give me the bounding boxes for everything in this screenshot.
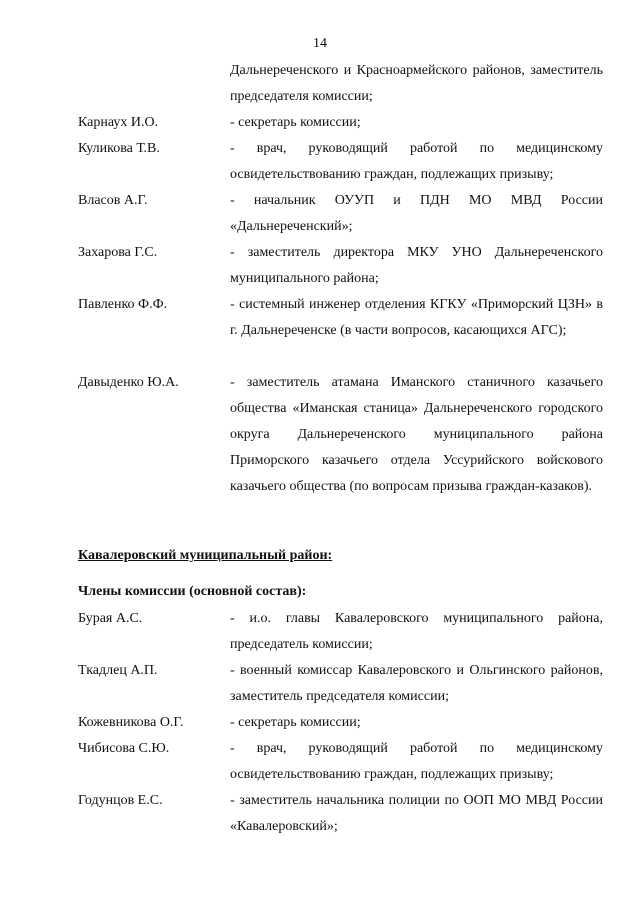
commission-entry <box>78 736 603 788</box>
member-name: Куликова Т.В. <box>78 141 160 156</box>
continued-role: Дальнереченского и Красноармейского районов, заместитель председателя комиссии; <box>230 63 603 104</box>
commission-entry <box>78 658 603 710</box>
page-number: 14 <box>313 36 327 51</box>
member-name: Бурая А.С. <box>78 611 143 626</box>
member-role: - заместитель начальника полиции по ООП МО МВД России «Кавалеровский»; <box>230 793 603 834</box>
commission-entry <box>78 110 603 136</box>
member-role: - врач, руководящий работой по медицинскому освидетельствованию граждан, подлежащих призыву; <box>230 741 603 782</box>
member-name: Захарова Г.С. <box>78 245 158 260</box>
member-name: Власов А.Г. <box>78 193 148 208</box>
member-name: Ткадлец А.П. <box>78 663 158 678</box>
commission-entry <box>78 788 603 840</box>
commission-entry <box>78 710 603 736</box>
member-name: Карнаух И.О. <box>78 115 159 130</box>
member-name: Чибисова С.Ю. <box>78 741 170 756</box>
commission-entry <box>78 188 603 240</box>
district-heading: Кавалеровский муниципальный район: <box>78 548 333 563</box>
commission-entry <box>78 606 603 658</box>
member-name: Павленко Ф.Ф. <box>78 297 168 312</box>
member-role: - секретарь комиссии; <box>230 115 361 130</box>
members-heading: Члены комиссии (основной состав): <box>78 584 307 599</box>
member-name: Годунцов Е.С. <box>78 793 163 808</box>
member-role: - заместитель атамана Иманского станичного казачьего общества «Иманская станица» Дальнереченского городского округа Дальнереченского муниципального района Приморского казачьего отдела Уссурийского войскового казачьего общества (по вопросам призыва граждан-казаков). <box>230 375 603 494</box>
member-role: - системный инженер отделения КГКУ «Приморский ЦЗН» в г. Дальнереченске (в части вопросов, касающихся АГС); <box>230 297 603 338</box>
member-role: - и.о. главы Кавалеровского муниципального района, председатель комиссии; <box>230 611 603 652</box>
member-role: - врач, руководящий работой по медицинскому освидетельствованию граждан, подлежащих призыву; <box>230 141 603 182</box>
commission-entry <box>78 240 603 292</box>
member-role: - военный комиссар Кавалеровского и Ольгинского районов, заместитель председателя комиссии; <box>230 663 603 704</box>
commission-entry <box>78 292 603 344</box>
member-name: Кожевникова О.Г. <box>78 715 184 730</box>
member-role: - секретарь комиссии; <box>230 715 361 730</box>
commission-entry <box>78 136 603 188</box>
commission-entry <box>78 370 603 500</box>
member-name: Давыденко Ю.А. <box>78 375 179 390</box>
member-role: - начальник ОУУП и ПДН МО МВД России «Дальнереченский»; <box>230 193 603 234</box>
member-role: - заместитель директора МКУ УНО Дальнереченского муниципального района; <box>230 245 603 286</box>
